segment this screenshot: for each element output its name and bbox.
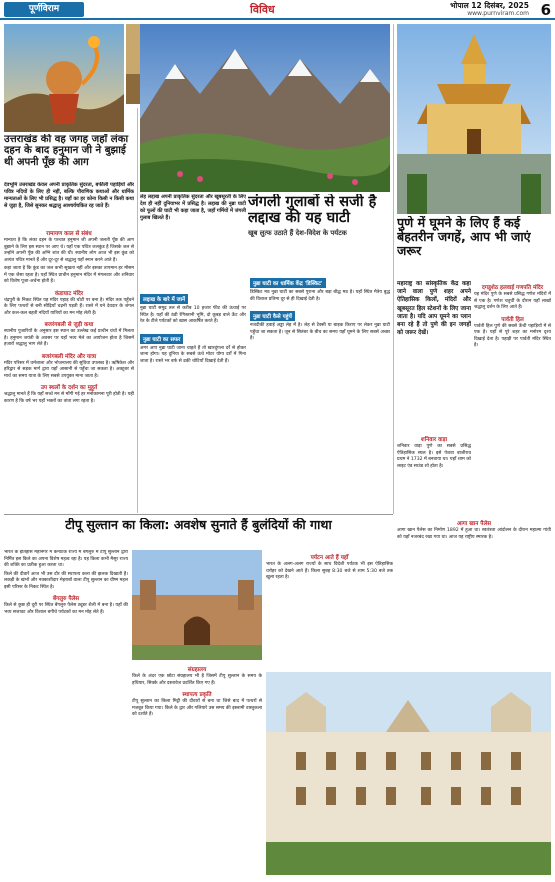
hanuman-subhead-1: रामायण काल से संबंध <box>46 231 92 237</box>
tipu-para-5: टीपू सुल्तान का किला मिट्टी की दीवारों से बना था जिसे बाद में पत्थरों से मजबूत किया गया। किले के द्वार और गलियारे उस समय की इस्लामी वास्तुकला को दर्शाते हैं। <box>132 699 262 718</box>
tipu-para-6: भारत के अलग-अलग राज्यों के साथ विदेशी पर्यटक भी इस ऐतिहासिक धरोहर को देखने आते हैं। किला सुबह 8:30 बजे से शाम 5:30 बजे तक खुला रहता है। <box>266 562 393 581</box>
tipu-headline: टीपू सुल्तान का किला: अवशेष सुनाते हैं बुलंदियों की गाथा <box>65 518 332 532</box>
tipu-subhead-3: स्थापत्य प्रकृति <box>182 692 212 699</box>
ladakh-valley-photo <box>140 24 390 192</box>
hanuman-subhead-2: कंडाघाट मंदिर <box>54 290 84 297</box>
hanuman-para-4: स्थानीय पुजारियों के अनुसार इस स्थान का उल्लेख कई प्राचीन ग्रंथों में मिलता है। हनुमान जयंती के अवसर पर यहाँ भव्य मेले का आयोजन होता है जिसमें हजारों श्रद्धालु भाग लेते हैं। <box>4 329 134 348</box>
pune-para-4: पार्वती हिल पुणे की सबसे ऊँची पहाड़ियों में से एक है। यहाँ से पूरे शहर का मनोरम दृश्य दिखाई देता है। पहाड़ी पर पार्वती मंदिर स्थित है। <box>474 323 551 349</box>
pune-lead: महाराष्ट्र का सांस्कृतिक केंद्र कहा जाने वाला पुणे शहर अपने ऐतिहासिक किलों, मंदिरों और खूबसूरत हिल स्टेशनों के लिए जाना जाता है। यदि आप घूमने का प्लान बना रहे हैं तो पुणे की इन जगहों को जरूर देखें। <box>397 281 471 337</box>
hanuman-subhead-3: बजरंगबली से जुड़ी कथा <box>44 322 94 329</box>
hanuman-subhead-4: बजरंगबली मंदिर और यात्रा <box>41 353 97 360</box>
hanuman-para-6: श्रद्धालु मानते हैं कि यहाँ सच्चे मन से माँगी गई हर मनोकामना पूरी होती है। यही कारण है कि वर्ष भर यहाँ भक्तों का तांता लगा रहता है। <box>4 392 134 404</box>
website-url: www.purnviram.com <box>467 10 529 17</box>
hanuman-lead: देवभूमि उत्तराखंड केवल अपनी प्राकृतिक सुंदरता, बर्फीली पहाड़ियों और पवित्र नदियों के लिए ही नहीं, बल्कि पौराणिक कथाओं और धार्मिक मान्यताओं के लिए भी प्रसिद्ध है। यहाँ का हर कोना किसी न किसी कथा से जुड़ा है, जिसे सुनकर श्रद्धालु आश्चर्यचकित रह जाते हैं। <box>4 182 134 210</box>
pune-para-1: शनिवार वाड़ा पुणे का सबसे प्रसिद्ध ऐतिहासिक स्थल है। इसे पेशवा बाजीराव प्रथम ने 1732 में बनवाया था। यहाँ शाम को लाइट एंड साउंड शो होता है। <box>397 444 471 469</box>
ladakh-para-3: डिस्किट मठ नुब्रा घाटी का सबसे पुराना और बड़ा बौद्ध मठ है। यहाँ स्थित मैत्रेय बुद्ध की विशाल प्रतिमा दूर से ही दिखाई देती है। <box>250 290 390 302</box>
pune-subhead-4: पार्वती हिल <box>501 316 524 323</box>
pune-para-2: आगा खान पैलेस का निर्माण 1892 में हुआ था। स्वतंत्रता आंदोलन के दौरान महात्मा गांधी को यहाँ नजरबंद रखा गया था। आज यह राष्ट्रीय स्मारक है। <box>397 528 551 540</box>
section-title: विविध <box>250 3 275 16</box>
pune-subhead-1: शनिवार वाड़ा <box>420 437 448 443</box>
hanuman-para-5: मंदिर परिसर में धर्मशाला और भोजनालय की सुविधा उपलब्ध है। ऋषिकेश और हरिद्वार से सड़क मार्ग द्वारा यहाँ आसानी से पहुँचा जा सकता है। अक्टूबर से मार्च का समय यात्रा के लिए सबसे उपयुक्त माना जाता है। <box>4 360 134 379</box>
ladakh-subhead-4: नुब्रा घाटी कैसे पहुंचें <box>250 311 295 321</box>
pune-headline: पुणे में घूमने के लिए हैं कई बेहतरीन जगहें, आप भी जाएं जरूर <box>397 216 531 259</box>
ladakh-para-2: अगर आप नुब्रा घाटी जाना चाहते हैं तो खारदुंगला दर्रे से होकर जाना होगा। यह दुनिया के सबसे ऊंचे मोटर योग्य दर्रों में गिना जाता है। रास्ते भर बर्फ से ढकी चोटियाँ दिखाई देती हैं। <box>140 345 246 364</box>
masthead-logo: पूर्णविराम <box>4 2 84 17</box>
tipu-subhead-4: पर्यटन आते हैं यहाँ <box>310 555 349 561</box>
hanuman-illustration <box>4 24 124 132</box>
page-number: 6 <box>540 1 551 19</box>
palace-photo <box>266 672 551 875</box>
hanuman-para-2: कहा जाता है कि कुंड का जल कभी सूखता नहीं और इसका तापमान हर मौसम में एक जैसा रहता है। यहाँ स्थित प्राचीन हनुमान मंदिर में मंगलवार और शनिवार को विशेष पूजा-अर्चना होती है। <box>4 266 134 285</box>
ladakh-subhead-1: लद्दाख के बारे में जानें <box>140 294 188 304</box>
hanuman-para-1: मान्यता है कि लंका दहन के पश्चात हनुमान जी अपनी जलती पूँछ की आग बुझाने के लिए इस स्थान पर आए थे। यहाँ एक पवित्र जलकुंड है जिसके जल से उन्होंने अपनी पूँछ की अग्नि शांत की थी। स्थानीय लोग आज भी इस कुंड को अत्यंत पवित्र मानते हैं और दूर-दूर से श्रद्धालु यहाँ स्नान करने आते हैं। <box>4 238 134 263</box>
ladakh-para-4: नजदीकी हवाई अड्डा लेह में है। लेह से टैक्सी या बाइक किराए पर लेकर नुब्रा घाटी पहुँचा जा सकता है। जून से सितंबर के बीच का समय यहाँ घूमने के लिए सबसे अच्छा है। <box>250 323 390 342</box>
tipu-para-3: किले से कुछ ही दूरी पर स्थित बेंगलुरु पैलेस ट्यूडर शैली में बना है। यहाँ की भव्य सजावट और विशाल बगीचे पर्यटकों का मन मोह लेते हैं। <box>4 603 128 615</box>
dateline: भोपाल 12 दिसंबर, 2025 <box>450 1 529 10</box>
hanuman-headline: उत्तराखंड की वह जगह जहाँ लंका दहन के बाद हनुमान जी ने बुझाई थी अपनी पूँछ की आग <box>4 134 129 168</box>
tipu-subhead-1: बेंगलुरु पैलेस <box>52 596 80 603</box>
ladakh-intro: लेह लद्दाख अपनी प्राकृतिक सुंदरता और खूबसूरती के लिए देश ही नहीं दुनियाभर में प्रसिद्ध है। लद्दाख की नुब्रा घाटी को फूलों की घाटी भी कहा जाता है, जहाँ गर्मियों में जंगली गुलाब खिलते हैं। <box>140 194 246 222</box>
ladakh-headline: जंगली गुलाबों से सजी है लद्दाख की यह घाटी <box>248 194 377 227</box>
ladakh-deck: खूब लुत्फ उठाते हैं देश-विदेश के पर्यटक <box>248 229 347 238</box>
pune-subhead-2: आगा खान पैलेस <box>456 521 492 527</box>
tipu-para-4: किले के अंदर एक छोटा संग्रहालय भी है जिसमें टीपू सुल्तान के समय के हथियार, सिक्के और दस्तावेज प्रदर्शित किए गए हैं। <box>132 674 262 686</box>
ladakh-subhead-2: नुब्रा घाटी का सफर <box>140 334 183 344</box>
page-header <box>0 0 555 20</box>
hanuman-para-3: चंद्रपुरी के निकट स्थित यह मंदिर पहाड़ की चोटी पर बना है। मंदिर तक पहुँचने के लिए पत्थरों से बनी सीढ़ियाँ चढ़नी पड़ती हैं। रास्ते में घने देवदार के जंगल और कल-कल बहती नदियाँ यात्रियों का मन मोह लेती हैं। <box>4 297 134 316</box>
tipu-para-1: भारत के इतिहास महानगर में कर्नाटक राज्य में बेंगलुरु में टीपू सुल्तान द्वारा निर्मित इस किले का अपना विशेष महत्व रहा है। यह किला कभी मैसूर राज्य की शक्ति का प्रतीक हुआ करता था। <box>4 550 128 569</box>
ladakh-para-1: नुब्रा घाटी समुद्र तल से करीब 10 हजार फीट की ऊंचाई पर स्थित है। यहाँ की ठंडी रेगिस्तानी भूमि, दो कूबड़ वाले ऊँट और रेत के टीले पर्यटकों को खास आकर्षित करते हैं। <box>140 306 246 325</box>
pune-subhead-3: दगडूशेठ हलवाई गणपति मंदिर <box>481 285 544 291</box>
tipu-subhead-2: संग्रहालय <box>187 667 207 673</box>
ladakh-subhead-3: नुब्रा घाटी का धार्मिक केंद्र 'डिस्किट' <box>250 278 326 288</box>
pune-temple-photo <box>397 24 551 214</box>
tipu-fort-photo <box>132 550 262 660</box>
pune-para-3: यह मंदिर पुणे के सबसे प्रसिद्ध गणेश मंदिरों में से एक है। गणेश चतुर्थी के दौरान यहाँ लाखों श्रद्धालु दर्शन के लिए आते हैं। <box>474 292 551 311</box>
tipu-para-2: किले की दीवारें आज भी उस दौर की स्थापत्य कला की झलक दिखाती हैं। लकड़ी के खंभों और नक्काशीदार मेहराबों वाला टीपू सुल्तान का ग्रीष्म महल इसी परिसर के निकट स्थित है। <box>4 571 128 590</box>
hanuman-subhead-5: उप स्थलों के दर्शन का मुहूर्त <box>40 385 98 392</box>
